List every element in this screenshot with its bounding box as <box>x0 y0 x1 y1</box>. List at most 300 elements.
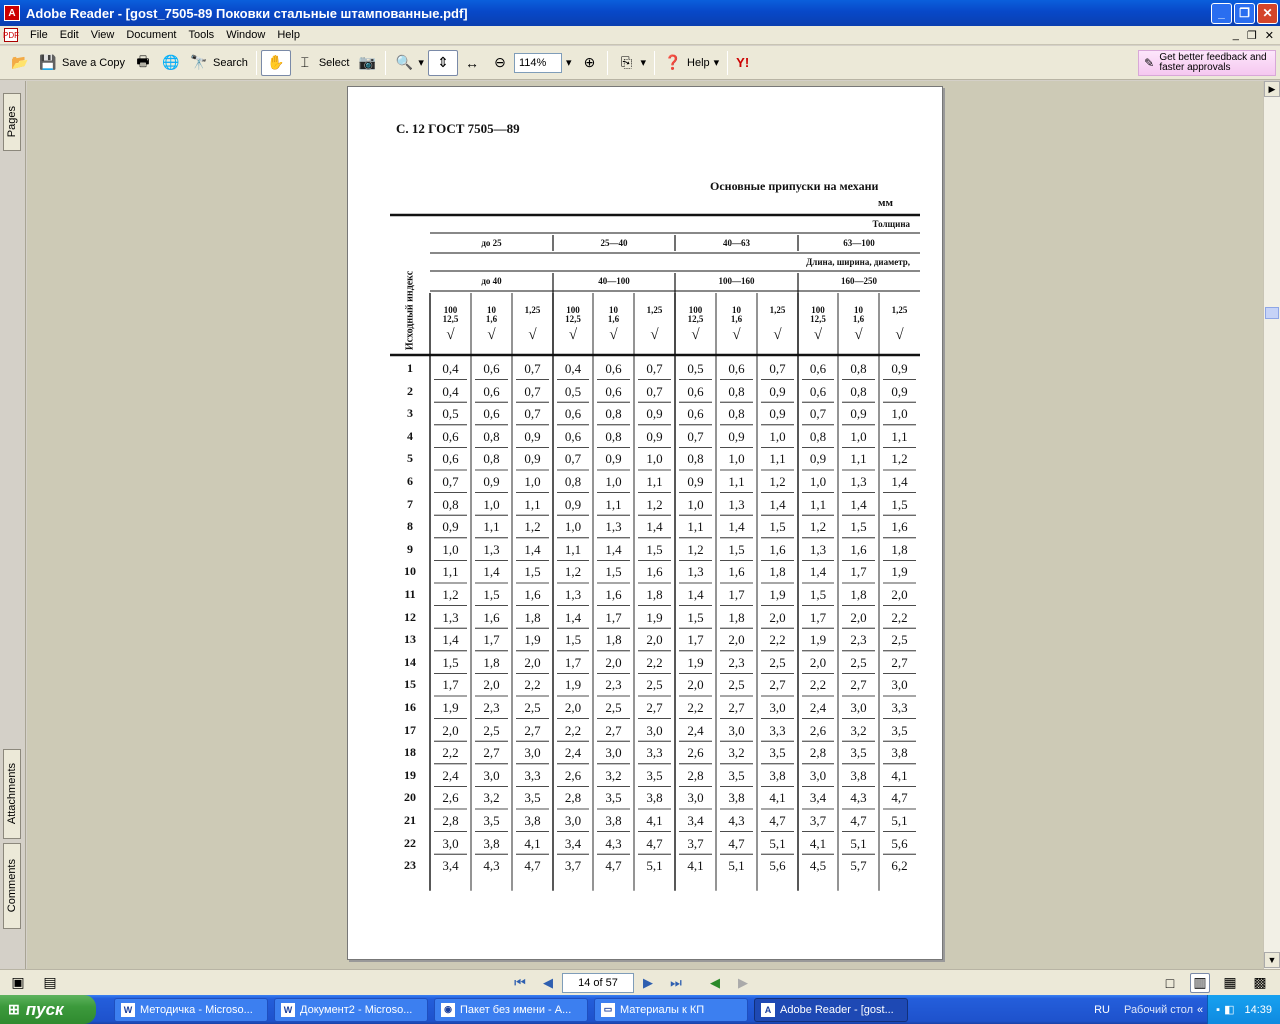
roughness-check-icon: √ <box>568 327 578 343</box>
minimize-button[interactable]: _ <box>1211 3 1232 24</box>
table-cell: 3,8 <box>605 813 622 828</box>
chevron-down-icon: ▾ <box>565 57 572 69</box>
row-index: 21 <box>404 813 416 827</box>
snapshot-button[interactable] <box>353 50 381 76</box>
table-cell: 1,8 <box>728 609 745 625</box>
go-forward-button[interactable]: ▶ <box>738 974 748 990</box>
table-cell: 3,0 <box>605 745 622 761</box>
table-cell: 1,1 <box>769 451 786 467</box>
table-cell: 2,0 <box>564 700 582 715</box>
table-cell: 0,9 <box>769 406 786 422</box>
table-cell: 0,9 <box>728 428 745 444</box>
first-page-button[interactable]: ⏮ <box>514 974 526 990</box>
table-cell: 3,5 <box>646 767 663 783</box>
page-size-icon[interactable]: ▤ <box>43 974 57 990</box>
toolbar-separator <box>727 51 728 75</box>
fit-width-icon: ↔ <box>464 54 479 71</box>
menu-window[interactable]: Window <box>226 29 266 41</box>
start-button[interactable] <box>0 995 96 1024</box>
table-cell: 2,3 <box>605 677 622 693</box>
table-cell: 2,2 <box>646 654 663 670</box>
row-index: 2 <box>407 383 413 398</box>
document-area[interactable] <box>27 81 1263 969</box>
table-cell: 4,1 <box>646 813 663 828</box>
roughness-value: 1,6 <box>852 314 865 324</box>
tab-pages-label: Pages <box>6 106 18 138</box>
feedback-text: Get better feedback and faster approvals <box>1159 51 1267 73</box>
email-button[interactable] <box>157 50 185 76</box>
toolbar-separator <box>607 51 608 75</box>
table-cell: 1,5 <box>524 564 541 580</box>
table-cell: 3,2 <box>605 767 622 783</box>
table-cell: 1,0 <box>809 474 827 489</box>
table-cell: 2,6 <box>564 767 582 783</box>
pane-toggle-icon[interactable]: ▣ <box>11 974 25 990</box>
table-cell: 2,6 <box>809 722 827 738</box>
adobe-reader-icon: A <box>761 1003 775 1017</box>
table-cell: 0,8 <box>850 383 867 399</box>
chevron-icon[interactable]: « <box>1197 1003 1204 1016</box>
network-icon[interactable]: ▪ <box>1216 1003 1221 1016</box>
globe-mail-icon: 🌐 <box>162 54 180 70</box>
table-cell: 2,2 <box>442 745 459 761</box>
scroll-down-button[interactable]: ▼ <box>1264 952 1280 968</box>
taskbar-item-adobe-reader[interactable] <box>754 998 908 1022</box>
table-cell: 2,2 <box>687 700 704 715</box>
taskbar-item-paket[interactable] <box>434 998 588 1022</box>
tab-pages[interactable] <box>3 93 21 151</box>
table-cell: 4,3 <box>483 858 500 874</box>
table-cell: 0,9 <box>687 474 704 489</box>
table-cell: 1,1 <box>442 564 459 580</box>
table-cell: 3,0 <box>850 700 867 715</box>
table-cell: 3,0 <box>483 767 500 783</box>
table-cell: 1,0 <box>728 451 745 467</box>
roughness-check-icon: √ <box>773 327 782 343</box>
table-cell: 3,0 <box>524 745 541 761</box>
task-label: Adobe Reader - [gost... <box>780 1003 894 1016</box>
table-cell: 3,8 <box>769 767 786 783</box>
table-cell: 2,3 <box>483 700 500 715</box>
table-cell: 3,7 <box>564 858 582 874</box>
row-index: 9 <box>407 541 413 556</box>
close-button[interactable]: ✕ <box>1257 3 1278 24</box>
table-cell: 0,8 <box>809 428 827 444</box>
size-range-label: до 40 <box>481 276 502 286</box>
row-index: 14 <box>404 654 416 669</box>
table-cell: 2,6 <box>687 745 704 761</box>
help-button[interactable] <box>659 50 723 76</box>
table-cell: 2,0 <box>769 609 786 625</box>
row-index: 11 <box>404 587 416 601</box>
print-button[interactable] <box>129 50 157 76</box>
table-cell: 5,1 <box>891 813 908 828</box>
roughness-check-icon: √ <box>732 327 741 343</box>
table-cell: 5,1 <box>769 835 786 851</box>
table-cell: 0,8 <box>605 428 622 444</box>
roughness-check-icon: √ <box>609 327 618 343</box>
table-cell: 1,7 <box>442 677 459 693</box>
pdf-page <box>347 86 943 960</box>
table-cell: 1,4 <box>687 587 704 602</box>
table-cell: 3,8 <box>891 745 908 761</box>
table-cell: 1,8 <box>646 587 663 602</box>
table-cell: 1,3 <box>483 541 500 557</box>
zoom-tool-button[interactable] <box>390 50 428 76</box>
table-cell: 2,0 <box>483 677 500 693</box>
table-cell: 4,3 <box>728 813 745 828</box>
table-cell: 0,5 <box>687 361 704 376</box>
taskbar-item-materialy[interactable] <box>594 998 748 1022</box>
hand-tool-button[interactable] <box>261 50 291 76</box>
yahoo-button[interactable] <box>732 50 753 76</box>
table-cell: 1,8 <box>524 609 541 625</box>
folder-icon: ▭ <box>601 1003 615 1017</box>
help-label: Help <box>687 56 710 69</box>
hand-icon: ✋ <box>267 54 285 70</box>
table-cell: 1,4 <box>483 564 500 580</box>
index-column-header: Исходный индекс <box>404 270 416 351</box>
table-cell: 4,7 <box>728 835 745 851</box>
table-cell: 0,8 <box>605 406 622 422</box>
table-cell: 1,1 <box>687 519 704 535</box>
table-cell: 1,4 <box>524 541 541 557</box>
table-cell: 1,1 <box>728 474 745 489</box>
table-cell: 1,2 <box>442 587 459 602</box>
roughness-value: 1,25 <box>524 305 541 315</box>
table-cell: 0,6 <box>442 428 459 444</box>
table-cell: 1,0 <box>687 496 704 512</box>
table-cell: 1,3 <box>605 519 622 535</box>
table-cell: 1,4 <box>605 541 622 557</box>
table-cell: 1,0 <box>524 474 541 489</box>
table-cell: 2,0 <box>605 654 622 670</box>
table-cell: 1,4 <box>728 519 745 535</box>
go-back-button[interactable]: ◀ <box>710 974 720 990</box>
table-cell: 3,5 <box>769 745 786 761</box>
word-icon: W <box>121 1003 135 1017</box>
roughness-value: 100 <box>566 305 580 315</box>
table-cell: 1,9 <box>442 700 459 715</box>
roughness-check-icon: √ <box>487 327 496 343</box>
table-cell: 3,7 <box>687 835 704 851</box>
language-indicator[interactable]: RU <box>1094 1003 1110 1016</box>
table-cell: 0,6 <box>728 361 745 376</box>
table-cell: 1,8 <box>605 632 622 648</box>
zoom-in-button[interactable] <box>575 50 603 76</box>
table-cell: 1,6 <box>483 609 500 625</box>
facing-pages-icon[interactable]: ▦ <box>1223 974 1237 990</box>
fit-page-icon: ⇕ <box>437 54 449 70</box>
continuous-page-icon[interactable]: ▥ <box>1190 973 1210 993</box>
table-cell: 3,5 <box>850 745 867 761</box>
next-page-button[interactable]: ▶ <box>643 974 653 990</box>
table-cell: 4,3 <box>605 835 622 851</box>
chevron-down-icon: ▾ <box>713 57 720 69</box>
menu-edit[interactable]: Edit <box>59 29 79 41</box>
table-cell: 0,7 <box>646 383 663 399</box>
table-cell: 1,0 <box>891 406 908 422</box>
menu-bar <box>0 26 1280 45</box>
table-cell: 0,9 <box>646 406 663 422</box>
row-index: 4 <box>407 428 413 443</box>
table-cell: 1,3 <box>850 474 867 489</box>
size-header: Длина, ширина, диаметр, <box>806 257 910 267</box>
row-index: 3 <box>407 406 413 421</box>
roughness-value: 12,5 <box>565 314 581 324</box>
task-label: Документ2 - Microso... <box>300 1003 413 1016</box>
table-cell: 1,8 <box>483 654 500 670</box>
table-cell: 0,6 <box>687 406 704 422</box>
save-copy-label: Save a Copy <box>62 56 125 69</box>
size-range-label: 100—160 <box>718 276 755 286</box>
zoom-input[interactable] <box>514 53 562 73</box>
table-cell: 2,0 <box>524 654 541 670</box>
table-cell: 1,5 <box>483 587 500 602</box>
table-cell: 1,0 <box>564 519 582 535</box>
table-cell: 0,9 <box>891 361 908 376</box>
table-cell: 3,2 <box>850 722 867 738</box>
roughness-value: 1,25 <box>769 305 786 315</box>
roughness-value: 10 <box>609 305 618 315</box>
table-cell: 2,5 <box>524 700 541 715</box>
status-bar <box>0 969 1280 995</box>
table-cell: 2,0 <box>687 677 704 693</box>
pen-icon: ✎ <box>1144 55 1155 70</box>
table-cell: 4,7 <box>524 858 541 874</box>
table-cell: 1,1 <box>483 519 500 535</box>
table-cell: 1,1 <box>605 496 622 512</box>
row-index: 5 <box>407 451 413 466</box>
table-cell: 0,7 <box>564 451 582 467</box>
table-cell: 1,4 <box>809 564 827 580</box>
table-cell: 3,3 <box>524 767 541 783</box>
table-cell: 1,4 <box>891 474 908 489</box>
table-cell: 2,5 <box>605 700 622 715</box>
table-cell: 5,1 <box>728 858 745 874</box>
last-page-button[interactable]: ⏭ <box>670 974 682 990</box>
toolbar-separator <box>256 51 257 75</box>
menu-document[interactable]: Document <box>126 29 177 41</box>
table-cell: 5,6 <box>891 835 908 851</box>
roughness-check-icon: √ <box>895 327 904 343</box>
folder-open-icon: 📂 <box>11 54 29 70</box>
table-cell: 1,9 <box>687 654 704 670</box>
table-cell: 0,9 <box>483 474 500 489</box>
table-cell: 0,9 <box>524 428 541 444</box>
volume-icon[interactable]: ◧ <box>1224 1004 1235 1016</box>
table-cell: 1,5 <box>809 587 827 602</box>
table-cell: 0,6 <box>809 361 827 376</box>
size-range-label: 160—250 <box>841 276 877 286</box>
thickness-range-label: до 25 <box>481 238 502 248</box>
table-cell: 1,5 <box>687 609 704 625</box>
table-cell: 2,5 <box>646 677 663 693</box>
table-cell: 1,2 <box>646 496 663 512</box>
table-cell: 2,7 <box>646 700 663 715</box>
table-cell: 1,7 <box>605 609 622 625</box>
doc-close-button[interactable]: ✕ <box>1264 29 1274 42</box>
table-cell: 0,9 <box>850 406 867 422</box>
previous-page-button[interactable]: ◀ <box>543 974 553 990</box>
table-cell: 2,0 <box>442 722 459 738</box>
table-cell: 0,8 <box>442 496 459 512</box>
taskbar-item-metodichka[interactable] <box>114 998 268 1022</box>
table-cell: 3,4 <box>442 858 459 874</box>
zoom-dropdown[interactable] <box>562 50 576 76</box>
table-cell: 1,1 <box>850 451 867 467</box>
fit-width-button[interactable] <box>458 50 486 76</box>
table-cell: 2,0 <box>809 654 827 670</box>
save-copy-button[interactable] <box>34 50 129 76</box>
thickness-range-label: 25—40 <box>600 238 628 248</box>
table-cell: 0,7 <box>524 406 541 422</box>
roughness-value: 1,6 <box>607 314 620 324</box>
tab-comments-label: Comments <box>6 859 18 913</box>
table-cell: 0,8 <box>483 451 500 467</box>
table-cell: 3,2 <box>483 790 500 806</box>
menu-file[interactable]: File <box>30 29 48 41</box>
pdf-document-icon[interactable]: PDF <box>4 28 18 42</box>
fit-page-button[interactable] <box>428 50 458 76</box>
table-cell: 1,3 <box>687 564 704 580</box>
table-cell: 2,3 <box>728 654 745 670</box>
table-cell: 2,5 <box>850 654 867 670</box>
table-cell: 1,0 <box>483 496 500 512</box>
table-cell: 1,3 <box>442 609 459 625</box>
table-cell: 3,8 <box>728 790 745 806</box>
menu-help[interactable]: Help <box>277 29 300 41</box>
thickness-range-label: 40—63 <box>723 238 750 248</box>
table-cell: 2,7 <box>524 722 541 738</box>
row-index: 8 <box>407 519 413 534</box>
table-cell: 0,9 <box>442 519 459 535</box>
table-cell: 4,1 <box>524 835 541 851</box>
table-cell: 1,3 <box>728 496 745 512</box>
single-page-icon[interactable]: □ <box>1165 974 1175 991</box>
table-cell: 2,0 <box>646 632 663 648</box>
select-label: Select <box>318 56 350 69</box>
table-cell: 1,5 <box>769 519 786 535</box>
table-cell: 3,8 <box>850 767 867 783</box>
search-label: Search <box>212 56 248 69</box>
table-cell: 3,0 <box>646 722 663 738</box>
row-index: 16 <box>404 700 416 714</box>
table-cell: 3,7 <box>809 813 827 828</box>
table-cell: 2,7 <box>483 745 500 761</box>
table-cell: 1,2 <box>524 519 541 535</box>
table-cell: 2,0 <box>891 587 908 602</box>
table-cell: 2,0 <box>728 632 745 648</box>
table-cell: 3,4 <box>564 835 582 851</box>
select-tool-button[interactable] <box>291 50 354 76</box>
tab-attachments[interactable] <box>3 749 21 839</box>
doc-restore-button[interactable]: ❐ <box>1246 29 1257 42</box>
magnifier-icon: 🔍 <box>395 54 414 70</box>
table-cell: 3,0 <box>687 790 704 806</box>
table-cell: 2,4 <box>564 745 582 761</box>
roughness-value: 1,25 <box>891 305 908 315</box>
table-cell: 1,7 <box>483 632 500 648</box>
table-cell: 1,2 <box>687 541 704 557</box>
row-index: 20 <box>404 790 416 805</box>
open-button[interactable] <box>6 50 34 76</box>
table-cell: 1,2 <box>809 519 827 535</box>
vertical-scrollbar[interactable] <box>1263 81 1280 969</box>
page-number-input[interactable] <box>562 973 634 993</box>
table-cell: 2,5 <box>891 632 908 648</box>
table-cell: 0,7 <box>442 474 459 489</box>
table-cell: 1,0 <box>442 541 459 557</box>
rotate-view-button[interactable] <box>612 50 650 76</box>
tab-comments[interactable] <box>3 843 21 929</box>
table-cell: 3,5 <box>605 790 622 806</box>
table-cell: 0,6 <box>483 383 500 399</box>
table-cell: 5,6 <box>769 858 786 874</box>
table-cell: 2,8 <box>564 790 582 806</box>
scroll-thumb[interactable] <box>1265 307 1279 319</box>
zoom-out-button[interactable] <box>486 50 514 76</box>
table-cell: 0,7 <box>809 406 827 422</box>
chevron-down-icon: ▾ <box>640 57 647 69</box>
table-cell: 2,4 <box>809 700 827 715</box>
table-cell: 3,0 <box>442 835 459 851</box>
restore-button[interactable]: ❐ <box>1234 3 1255 24</box>
continuous-facing-icon[interactable]: ▩ <box>1253 974 1267 990</box>
table-cell: 1,6 <box>524 587 541 602</box>
table-cell: 2,7 <box>891 654 908 670</box>
table-cell: 1,6 <box>728 564 745 580</box>
table-cell: 2,2 <box>769 632 786 648</box>
table-cell: 1,4 <box>646 519 663 535</box>
table-cell: 0,9 <box>809 451 827 467</box>
task-label: Пакет без имени - А... <box>460 1003 572 1016</box>
roughness-value: 10 <box>487 305 496 315</box>
table-cell: 3,4 <box>687 813 704 828</box>
menu-tools[interactable]: Tools <box>188 29 215 41</box>
feedback-banner[interactable] <box>1138 50 1276 76</box>
table-cell: 0,8 <box>728 406 745 422</box>
help-icon: ❓ <box>664 54 682 70</box>
row-index: 19 <box>404 767 416 782</box>
row-index: 18 <box>404 745 416 760</box>
table-cell: 3,3 <box>769 722 786 738</box>
search-button[interactable] <box>185 50 252 76</box>
table-cell: 1,2 <box>769 474 786 489</box>
floppy-disk-icon: 💾 <box>39 54 57 70</box>
chevron-down-icon: ▾ <box>418 57 424 69</box>
table-cell: 3,5 <box>524 790 541 806</box>
table-cell: 1,1 <box>891 428 908 444</box>
table-cell: 1,2 <box>891 451 908 467</box>
allowance-table <box>390 213 920 903</box>
table-cell: 0,6 <box>605 361 622 376</box>
roughness-value: 100 <box>811 305 825 315</box>
scroll-up-button[interactable]: ▶ <box>1264 81 1280 97</box>
table-cell: 2,7 <box>850 677 867 693</box>
table-cell: 1,5 <box>605 564 622 580</box>
table-cell: 1,5 <box>646 541 663 557</box>
desktop-toolbar[interactable]: Рабочий стол <box>1123 1003 1194 1016</box>
table-cell: 1,8 <box>850 587 867 602</box>
table-cell: 1,1 <box>646 474 663 489</box>
roughness-check-icon: √ <box>650 327 659 343</box>
table-cell: 3,2 <box>728 745 745 761</box>
table-cell: 3,8 <box>483 835 500 851</box>
taskbar-item-dokument2[interactable] <box>274 998 428 1022</box>
menu-view[interactable]: View <box>90 29 115 41</box>
doc-minimize-button[interactable]: _ <box>1232 28 1239 41</box>
